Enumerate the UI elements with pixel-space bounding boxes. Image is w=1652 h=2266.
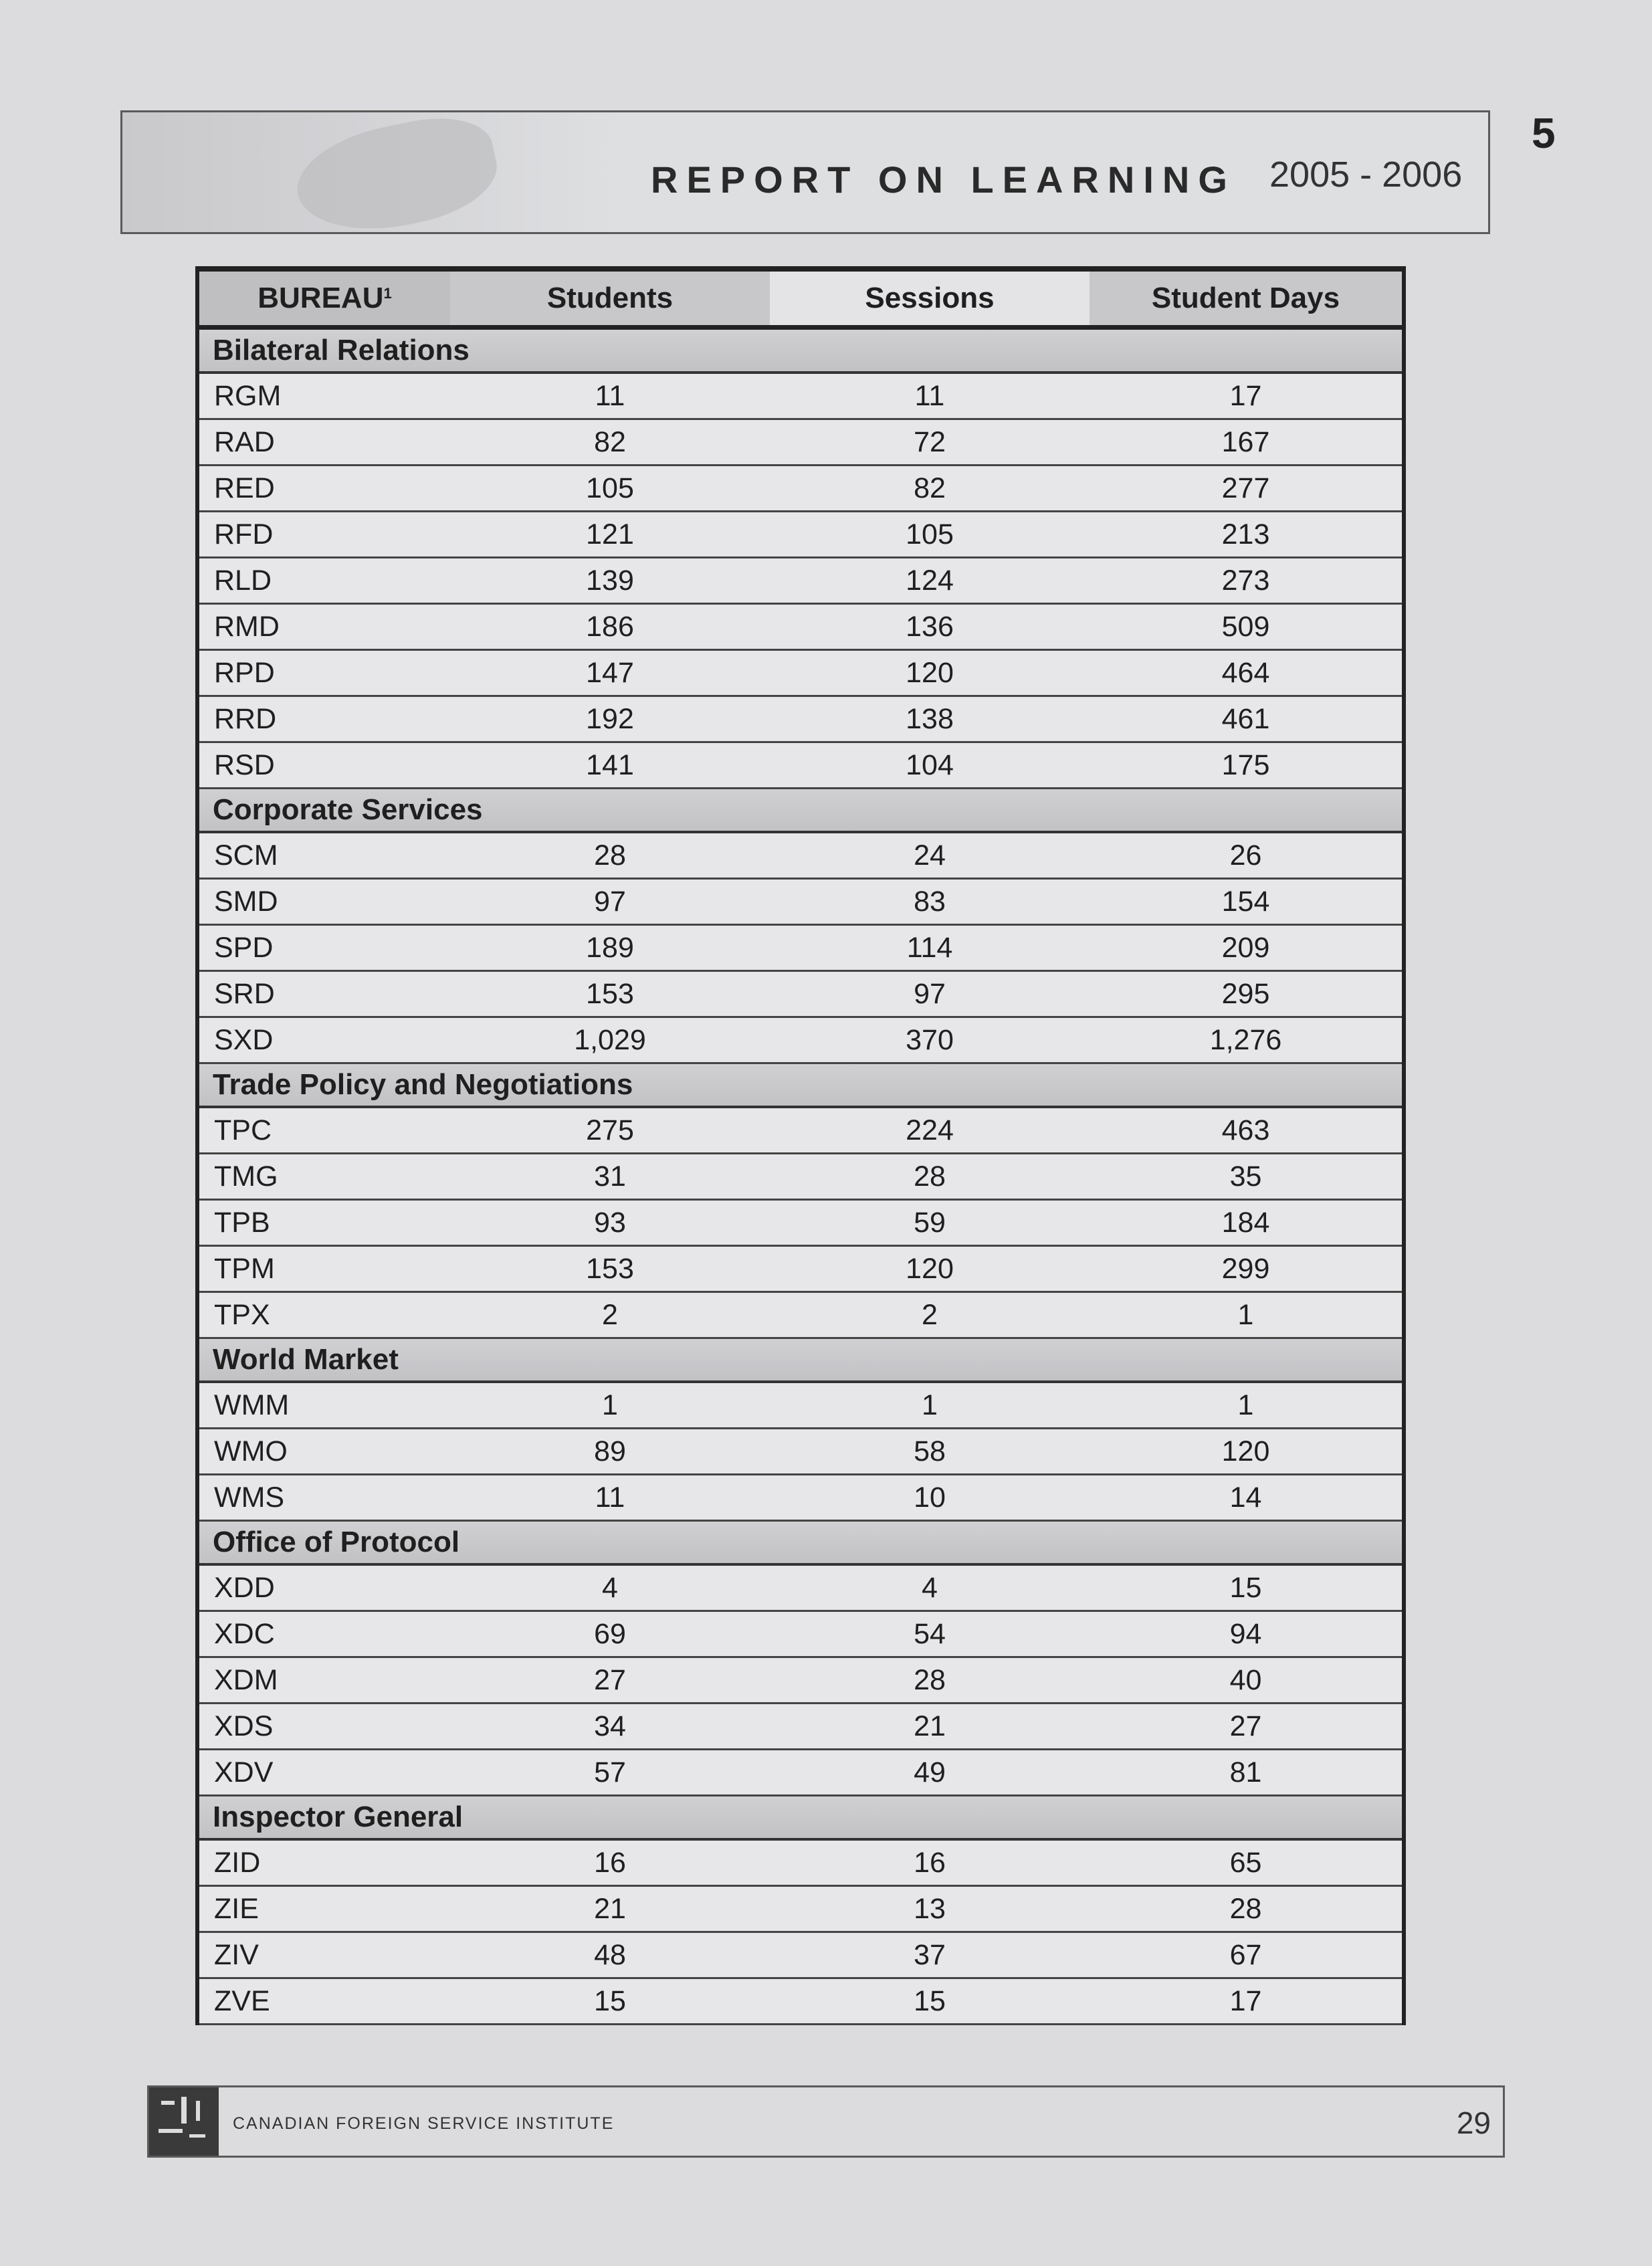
students-cell: 121	[586, 518, 634, 550]
bureau-code-cell: RMD	[214, 610, 280, 643]
bureau-code-cell: TMG	[214, 1160, 278, 1193]
table-row	[199, 1979, 1402, 2025]
bureau-code-cell: XDD	[214, 1571, 275, 1604]
cfsi-logo-icon	[149, 2087, 219, 2156]
table-row	[199, 743, 1402, 789]
students-cell: 48	[594, 1938, 626, 1971]
table-row	[199, 1383, 1402, 1429]
table-row	[199, 1293, 1402, 1339]
students-cell: 186	[586, 610, 634, 643]
student-days-cell: 1	[1237, 1388, 1254, 1421]
student-days-cell: 94	[1229, 1617, 1262, 1650]
sessions-cell: 105	[906, 518, 954, 550]
bureau-code-cell: TPB	[214, 1206, 270, 1239]
sessions-cell: 97	[914, 977, 946, 1010]
table-row	[199, 1658, 1402, 1704]
sessions-cell: 224	[906, 1114, 954, 1146]
students-cell: 141	[586, 748, 634, 781]
students-cell: 82	[594, 425, 626, 458]
table-row	[199, 833, 1402, 880]
table-row	[199, 651, 1402, 697]
students-cell: 2	[602, 1298, 618, 1331]
sessions-cell: 4	[922, 1571, 938, 1604]
bureau-code-cell: TPM	[214, 1252, 275, 1285]
footnote-marker: 1	[383, 285, 392, 302]
table-row	[199, 1750, 1402, 1796]
student-days-cell: 184	[1221, 1206, 1270, 1239]
student-days-cell: 35	[1229, 1160, 1262, 1193]
sessions-cell: 1	[922, 1388, 938, 1421]
students-cell: 147	[586, 656, 634, 689]
bureau-code-cell: RAD	[214, 425, 275, 458]
bureau-code-cell: WMS	[214, 1481, 285, 1514]
student-days-cell: 27	[1229, 1710, 1262, 1742]
student-days-cell: 175	[1221, 748, 1270, 781]
table-header-row	[199, 272, 1402, 330]
sessions-cell: 16	[914, 1846, 946, 1879]
table-row	[199, 972, 1402, 1018]
bureau-code-cell: ZIE	[214, 1892, 259, 1925]
table-row	[199, 1108, 1402, 1154]
bureau-code-cell: TPX	[214, 1298, 270, 1331]
report-title: REPORT ON LEARNING	[651, 159, 1236, 201]
students-cell: 28	[594, 839, 626, 871]
sessions-cell: 11	[914, 379, 945, 412]
table-row	[199, 466, 1402, 512]
sessions-cell: 83	[914, 885, 946, 918]
sessions-cell: 54	[914, 1617, 946, 1650]
bureau-code-cell: RPD	[214, 656, 275, 689]
students-cell: 16	[594, 1846, 626, 1879]
table-row	[199, 1475, 1402, 1522]
table-row	[199, 697, 1402, 743]
student-days-cell: 65	[1229, 1846, 1262, 1879]
sessions-cell: 37	[914, 1938, 946, 1971]
bureau-code-cell: RLD	[214, 564, 272, 597]
section-header: Corporate Services	[199, 789, 1402, 833]
student-days-cell: 15	[1229, 1571, 1262, 1604]
student-days-cell: 81	[1229, 1756, 1262, 1788]
bureau-code-cell: ZVE	[214, 1984, 270, 2017]
student-days-cell: 295	[1221, 977, 1270, 1010]
sessions-cell: 24	[914, 839, 946, 871]
sessions-cell: 59	[914, 1206, 946, 1239]
students-cell: 69	[594, 1617, 626, 1650]
student-days-cell: 40	[1229, 1663, 1262, 1696]
students-cell: 57	[594, 1756, 626, 1788]
bureau-code-cell: RED	[214, 472, 275, 504]
student-days-cell: 28	[1229, 1892, 1262, 1925]
bureau-code-cell: XDV	[214, 1756, 274, 1788]
bureau-code-cell: SCM	[214, 839, 278, 871]
bureau-learning-table	[195, 266, 1406, 2025]
sessions-cell: 120	[906, 656, 954, 689]
student-days-cell: 17	[1229, 379, 1262, 412]
table-row	[199, 1154, 1402, 1201]
sessions-cell: 13	[914, 1892, 946, 1925]
sessions-cell: 72	[914, 425, 946, 458]
section-header: World Market	[199, 1339, 1402, 1383]
bureau-code-cell: RRD	[214, 702, 277, 735]
section-header: Bilateral Relations	[199, 330, 1402, 374]
bureau-code-cell: WMO	[214, 1435, 288, 1467]
sessions-cell: 28	[914, 1663, 946, 1696]
col-header-students: Students	[450, 272, 770, 325]
page-footer	[147, 2085, 1505, 2158]
bureau-code-cell: XDC	[214, 1617, 275, 1650]
maple-leaf-banner	[122, 112, 617, 232]
table-row	[199, 420, 1402, 466]
students-cell: 1	[602, 1388, 618, 1421]
students-cell: 15	[594, 1984, 626, 2017]
bureau-code-cell: XDM	[214, 1663, 278, 1696]
page-number: 29	[1456, 2105, 1491, 2140]
student-days-cell: 1	[1237, 1298, 1254, 1331]
sessions-cell: 2	[922, 1298, 938, 1331]
organization-name: CANADIAN FOREIGN SERVICE INSTITUTE	[233, 2114, 615, 2133]
bureau-code-cell: SRD	[214, 977, 275, 1010]
sessions-cell: 58	[914, 1435, 946, 1467]
report-year: 2005 - 2006	[1269, 154, 1463, 195]
students-cell: 4	[602, 1571, 618, 1604]
table-row	[199, 1704, 1402, 1750]
bureau-code-cell: SMD	[214, 885, 278, 918]
table-row	[199, 1841, 1402, 1887]
report-header	[120, 110, 1490, 234]
section-header: Office of Protocol	[199, 1522, 1402, 1566]
table-body	[199, 330, 1402, 2025]
table-row	[199, 512, 1402, 558]
bureau-code-cell: SXD	[214, 1023, 274, 1056]
students-cell: 31	[594, 1160, 626, 1193]
col-header-student-days: Student Days	[1090, 272, 1402, 325]
sessions-cell: 114	[906, 931, 953, 964]
students-cell: 89	[594, 1435, 626, 1467]
bureau-code-cell: ZIV	[214, 1938, 259, 1971]
table-row	[199, 1429, 1402, 1475]
table-row	[199, 1887, 1402, 1933]
sessions-cell: 104	[906, 748, 954, 781]
sessions-cell: 10	[914, 1481, 946, 1514]
sessions-cell: 136	[906, 610, 954, 643]
table-row	[199, 1566, 1402, 1612]
students-cell: 93	[594, 1206, 626, 1239]
sessions-cell: 120	[906, 1252, 954, 1285]
bureau-code-cell: RGM	[214, 379, 282, 412]
student-days-cell: 1,276	[1209, 1023, 1282, 1056]
table-row	[199, 374, 1402, 420]
student-days-cell: 209	[1221, 931, 1270, 964]
table-row	[199, 1933, 1402, 1979]
student-days-cell: 14	[1229, 1481, 1262, 1514]
bureau-code-cell: SPD	[214, 931, 274, 964]
table-row	[199, 1018, 1402, 1064]
students-cell: 275	[586, 1114, 634, 1146]
sessions-cell: 15	[914, 1984, 946, 2017]
col-header-bureau: BUREAU 1	[199, 272, 450, 325]
student-days-cell: 67	[1229, 1938, 1262, 1971]
student-days-cell: 463	[1221, 1114, 1270, 1146]
sessions-cell: 370	[906, 1023, 954, 1056]
table-row	[199, 605, 1402, 651]
bureau-code-cell: TPC	[214, 1114, 272, 1146]
students-cell: 11	[595, 379, 625, 412]
students-cell: 192	[586, 702, 634, 735]
student-days-cell: 509	[1221, 610, 1270, 643]
student-days-cell: 299	[1221, 1252, 1270, 1285]
students-cell: 27	[594, 1663, 626, 1696]
table-row	[199, 926, 1402, 972]
student-days-cell: 213	[1221, 518, 1270, 550]
bureau-code-cell: WMM	[214, 1388, 290, 1421]
students-cell: 97	[594, 885, 626, 918]
chapter-number: 5	[1532, 109, 1556, 157]
students-cell: 11	[595, 1481, 625, 1514]
sessions-cell: 82	[914, 472, 946, 504]
student-days-cell: 154	[1221, 885, 1270, 918]
bureau-code-cell: RSD	[214, 748, 275, 781]
student-days-cell: 464	[1221, 656, 1270, 689]
student-days-cell: 461	[1221, 702, 1270, 735]
col-header-sessions: Sessions	[770, 272, 1090, 325]
table-row	[199, 880, 1402, 926]
bureau-code-cell: ZID	[214, 1846, 261, 1879]
sessions-cell: 21	[914, 1710, 946, 1742]
sessions-cell: 28	[914, 1160, 946, 1193]
students-cell: 1,029	[574, 1023, 646, 1056]
students-cell: 21	[594, 1892, 626, 1925]
student-days-cell: 273	[1221, 564, 1270, 597]
table-row	[199, 1247, 1402, 1293]
sessions-cell: 124	[906, 564, 954, 597]
student-days-cell: 17	[1229, 1984, 1262, 2017]
students-cell: 153	[586, 1252, 634, 1285]
students-cell: 34	[594, 1710, 626, 1742]
table-row	[199, 1612, 1402, 1658]
section-header: Trade Policy and Negotiations	[199, 1064, 1402, 1108]
table-row	[199, 558, 1402, 605]
sessions-cell: 138	[906, 702, 954, 735]
students-cell: 153	[586, 977, 634, 1010]
sessions-cell: 49	[914, 1756, 946, 1788]
students-cell: 139	[586, 564, 634, 597]
bureau-code-cell: XDS	[214, 1710, 274, 1742]
section-header: Inspector General	[199, 1796, 1402, 1841]
students-cell: 105	[586, 472, 634, 504]
student-days-cell: 120	[1221, 1435, 1270, 1467]
table-row	[199, 1201, 1402, 1247]
student-days-cell: 277	[1221, 472, 1270, 504]
student-days-cell: 26	[1229, 839, 1262, 871]
student-days-cell: 167	[1221, 425, 1270, 458]
students-cell: 189	[586, 931, 634, 964]
bureau-code-cell: RFD	[214, 518, 274, 550]
